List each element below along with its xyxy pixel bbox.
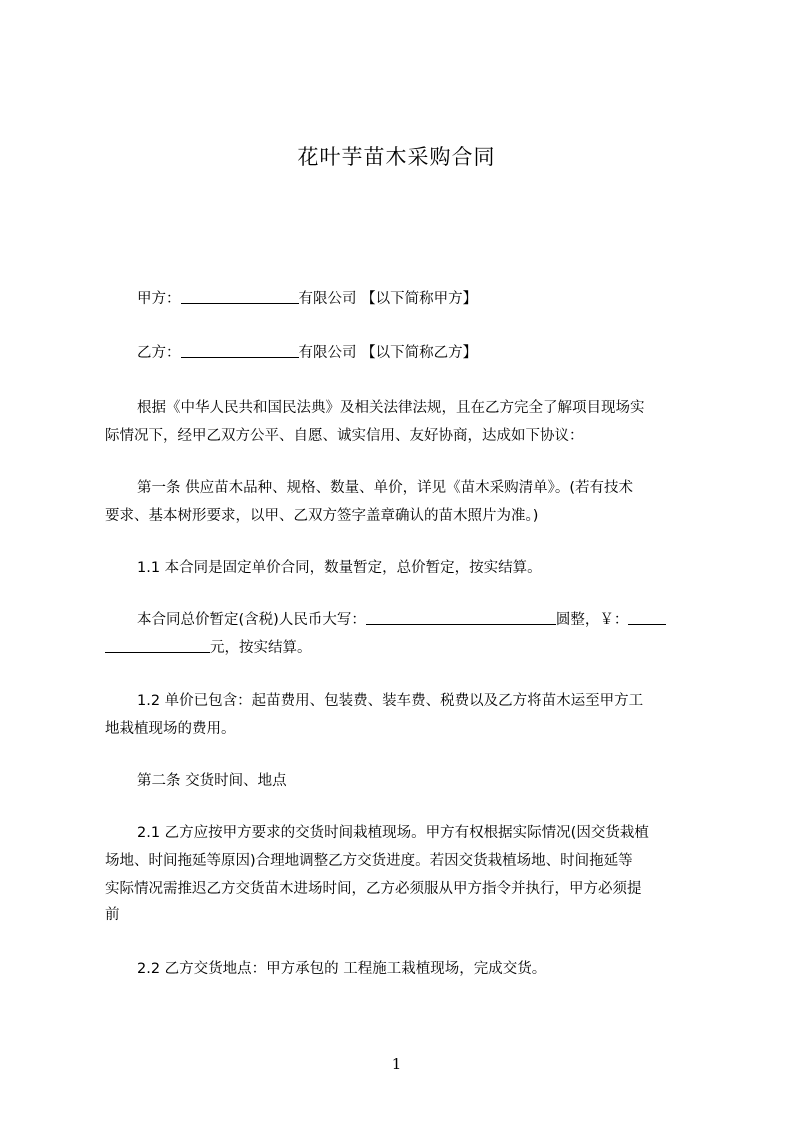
clause-2-1-line-2: 场地、时间拖延等原因)合理地调整乙方交货进度。若因交货栽植场地、时间拖延等 <box>105 853 633 869</box>
total-price-prefix: 本合同总价暂定(含税)人民币大写： <box>137 612 366 628</box>
party-a-label: 甲方： <box>137 291 181 307</box>
total-price-suffix: 元，按实结算。 <box>210 640 312 656</box>
article-2-heading: 第二条 交货时间、地点 <box>137 773 287 789</box>
total-price-line-2 <box>105 633 312 664</box>
party-a-line <box>137 284 477 315</box>
party-b-name-blank[interactable] <box>181 342 299 358</box>
total-price-line-1 <box>137 605 666 636</box>
clause-1-2-line-1: 1.2 单价已包含：起苗费用、包装费、装车费、税费以及乙方将苗木运至甲方工 <box>137 693 644 709</box>
total-price-middle: 圆整，￥： <box>555 612 629 628</box>
article-1-line-1: 第一条 供应苗木品种、规格、数量、单价，详见《苗木采购清单》。(若有技术 <box>137 480 634 496</box>
clause-2-2: 2.2 乙方交货地点：甲方承包的 工程施工栽植现场，完成交货。 <box>137 961 547 977</box>
clause-2-1-line-1: 2.1 乙方应按甲方要求的交货时间栽植现场。甲方有权根据实际情况(因交货栽植 <box>137 825 649 841</box>
party-a-name-blank[interactable] <box>181 288 299 304</box>
party-b-line <box>137 338 477 369</box>
clause-1-1: 1.1 本合同是固定单价合同，数量暂定，总价暂定，按实结算。 <box>137 560 542 576</box>
clause-2-1-line-4: 前 <box>105 907 120 923</box>
intro-line-2: 际情况下，经甲乙双方公平、自愿、诚实信用、友好协商，达成如下协议： <box>105 428 584 444</box>
page-number: 1 <box>391 1055 402 1073</box>
party-b-label: 乙方： <box>137 345 181 361</box>
party-a-suffix: 有限公司 【以下简称甲方】 <box>298 291 478 307</box>
amount-in-figures-blank-end[interactable] <box>105 637 210 653</box>
contract-title: 花叶芋苗木采购合同 <box>297 145 496 169</box>
amount-in-figures-blank-start[interactable] <box>628 609 666 625</box>
party-b-suffix: 有限公司 【以下简称乙方】 <box>298 345 478 361</box>
article-1-line-2: 要求、基本树形要求，以甲、乙双方签字盖章确认的苗木照片为准。) <box>105 508 539 524</box>
amount-in-words-blank[interactable] <box>366 609 556 625</box>
intro-line-1: 根据《中华人民共和国民法典》及相关法律法规，且在乙方完全了解项目现场实 <box>137 400 645 416</box>
clause-1-2-line-2: 地栽植现场的费用。 <box>105 721 236 737</box>
clause-2-1-line-3: 实际情况需推迟乙方交货苗木进场时间，乙方必须服从甲方指令并执行，甲方必须提 <box>105 881 642 897</box>
